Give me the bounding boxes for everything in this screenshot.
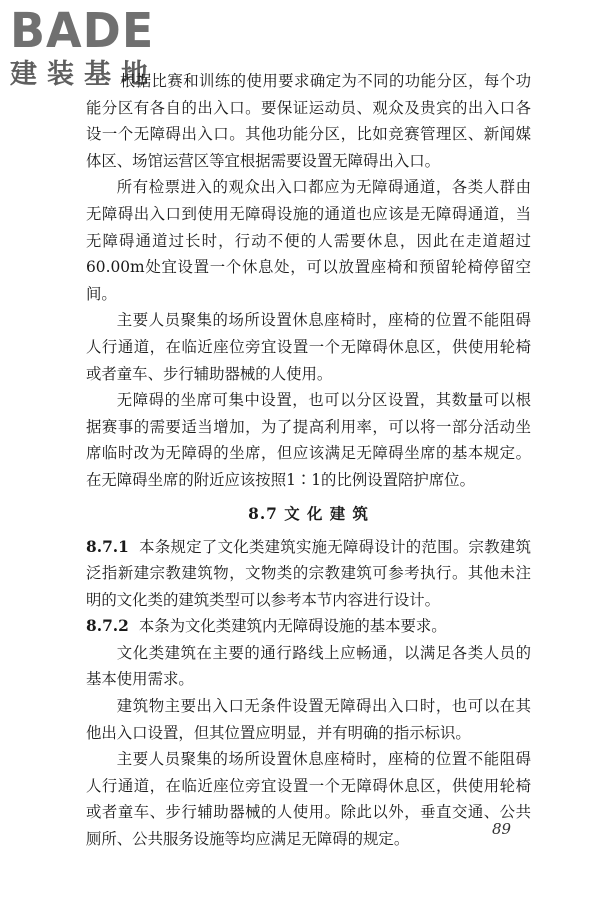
clause-8-7-2 [86,613,531,640]
watermark-chinese-text: 建装基地 [10,59,158,90]
paragraph: 所有检票进入的观众出入口都应为无障碍通道，各类人群由无障碍出入口到使用无障碍设施的通道也应该是无障碍通道，当无障碍通道过长时，行动不便的人需要休息，因此在走道超过60.00m处宜设置一个休息处，可以放置座椅和预留轮椅停留空间。 [86,178,531,303]
paragraph: 建筑物主要出入口无条件设置无障碍出入口时，也可以在其他出入口设置，但其位置应明显，并有明确的指示标识。 [86,697,531,742]
paragraph: 无障碍的坐席可集中设置，也可以分区设置，其数量可以根据赛事的需要适当增加，为了提高利用率，可以将一部分活动坐席临时改为无障碍的坐席，但应该满足无障碍坐席的基本规定。在无障碍坐席的附近应该按照1∶1的比例设置陪护席位。 [86,391,531,489]
paragraph: 根据比赛和训练的使用要求确定为不同的功能分区，每个功能分区有各自的出入口。要保证运动员、观众及贵宾的出入口各设一个无障碍出入口。其他功能分区，比如竞赛管理区、新闻媒体区、场馆运营区等宜根据需要设置无障碍出入口。 [86,72,531,170]
section-heading: 8.7 文 化 建 筑 [248,504,369,523]
clause-8-7-1 [86,534,531,614]
clause-number: 8.7.2 [86,617,129,636]
clause-text: 本条规定了文化类建筑实施无障碍设计的范围。宗教建筑泛指新建宗教建筑物，文物类的宗教建筑可参考执行。其他未注明的文化类的建筑类型可以参考本节内容进行设计。 [86,537,531,609]
page-number: 89 [492,820,512,838]
watermark-latin-text: BADE [10,1,155,59]
page-body [86,68,531,853]
paragraph: 文化类建筑在主要的通行路线上应畅通，以满足各类人员的基本使用需求。 [86,643,531,689]
clause-number: 8.7.1 [86,537,129,556]
clause-text: 本条为文化类建筑内无障碍设施的基本要求。 [138,617,447,636]
paragraph: 主要人员聚集的场所设置休息座椅时，座椅的位置不能阻碍人行通道，在临近座位旁宜设置一个无障碍休息区，供使用轮椅或者童车、步行辅助器械的人使用。除此以外，垂直交通、公共厕所、公共服务设施等均应满足无障碍的规定。 [86,750,531,849]
paragraph: 主要人员聚集的场所设置休息座椅时，座椅的位置不能阻碍人行通道，在临近座位旁宜设置一个无障碍休息区，供使用轮椅或者童车、步行辅助器械的人使用。 [86,311,531,383]
